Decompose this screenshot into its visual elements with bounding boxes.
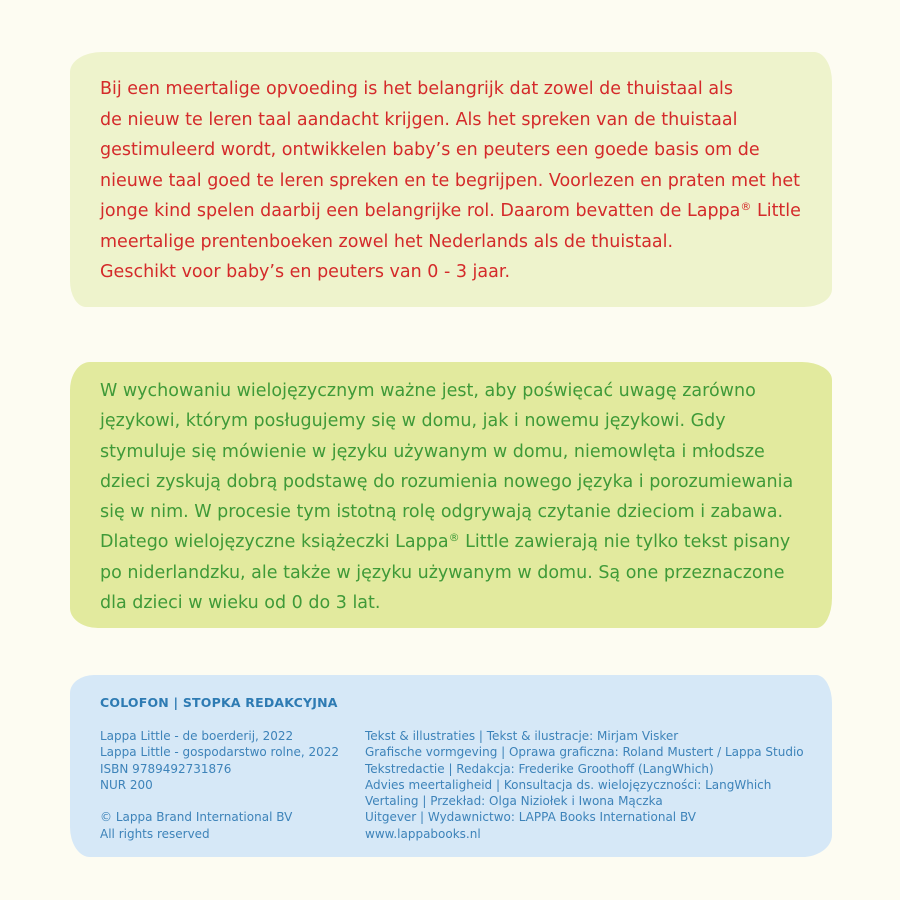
credit-illustrations: Tekst & illustraties | Tekst & ilustracje: Mirjam Visker [365,729,679,743]
colofon-title: COLOFON | STOPKA REDAKCYJNA [100,695,338,710]
dutch-line-2: de nieuw te leren taal aandacht krijgen. Als het spreken van de thuistaal [100,109,738,130]
credit-editing: Tekstredactie | Redakcja: Frederike Groothoff (LangWhich) [365,761,714,776]
rights-reserved: All rights reserved [100,826,210,841]
book-title-dutch: Lappa Little - de boerderij, 2022 [100,729,294,743]
dutch-line-6: meertalige prentenboeken zowel het Nederlands als de thuistaal. [100,231,674,252]
colofon-left-column [100,728,365,842]
colofon-right-column [365,728,804,842]
colofon-columns [100,728,812,842]
polish-line-6-start: Dlatego wielojęzyczne książeczki Lappa [100,532,449,553]
website-link[interactable]: www.lappabooks.nl [365,826,481,841]
credit-multilingual-advice: Advies meertaligheid | Konsultacja ds. wielojęzyczności: LangWhich [365,777,772,792]
dutch-line-5-end: Little [751,201,801,221]
polish-line-3: stymuluje się mówienie w języku używanym w domu, niemowlęta i młodsze [100,441,765,462]
credit-publisher: Uitgever | Wydawnictwo: LAPPA Books International BV [365,810,697,825]
polish-line-7: po niderlandzku, ale także w języku używanym w domu. Są one przeznaczone [100,562,785,583]
polish-line-2: językowi, którym posługujemy się w domu, jak i nowemu językowi. Gdy [100,411,726,432]
dutch-line-1: Bij een meertalige opvoeding is het belangrijk dat zowel de thuistaal als [100,79,734,99]
dutch-line-4: nieuwe taal goed te leren spreken en te begrijpen. Voorlezen en praten met het [100,170,800,191]
registered-trademark-mark: ® [740,200,752,213]
polish-line-1: W wychowaniu wielojęzycznym ważne jest, aby poświęcać uwagę zarówno [100,381,756,401]
polish-line-8: dla dzieci w wieku od 0 do 3 lat. [100,593,381,614]
dutch-line-5 [100,196,812,227]
polish-paragraph [100,376,812,618]
colofon-panel [70,675,832,857]
credit-translation: Vertaling | Przekład: Olga Niziołek i Iwona Mączka [365,794,663,809]
isbn: ISBN 9789492731876 [100,761,232,776]
dutch-line-3: gestimuleerd wordt, ontwikkelen baby’s en peuters een goede basis om de [100,140,760,160]
polish-line-4: dzieci zyskują dobrą podstawę do rozumienia nowego języka i porozumiewania [100,471,794,492]
polish-line-6-end: Little zawierają nie tylko tekst pisany [459,532,791,553]
polish-text-panel [70,362,832,628]
copyright: © Lappa Brand International BV [100,810,293,825]
spacer [100,793,365,809]
nur-code: NUR 200 [100,777,153,792]
credit-design: Grafische vormgeving | Oprawa graficzna: Roland Mustert / Lappa Studio [365,745,804,760]
dutch-line-5-start: jonge kind spelen daarbij een belangrijke rol. Daarom bevatten de Lappa [100,201,741,221]
polish-line-5: się w nim. W procesie tym istotną rolę odgrywają czytanie dzieciom i zabawa. [100,502,784,523]
dutch-paragraph [100,74,812,288]
dutch-text-panel [70,52,832,307]
registered-trademark-mark: ® [448,531,460,545]
book-title-polish: Lappa Little - gospodarstwo rolne, 2022 [100,745,340,760]
polish-line-6 [100,527,812,557]
dutch-line-7: Geschikt voor baby’s en peuters van 0 - 3 jaar. [100,262,511,282]
